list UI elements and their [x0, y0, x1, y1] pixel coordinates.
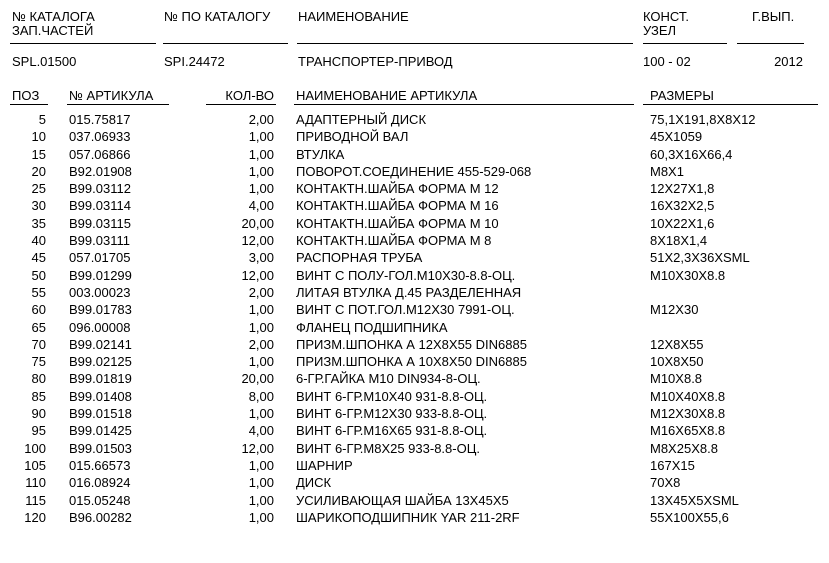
table-row: [0, 197, 829, 214]
col-name-header: НАИМЕНОВАНИЕ АРТИКУЛА: [296, 88, 478, 103]
header-rule-catalog: [10, 43, 156, 44]
row-name: УСИЛИВАЮЩАЯ ШАЙБА 13X45X5: [296, 492, 509, 508]
row-pos: 105: [24, 457, 46, 473]
row-qty: 4,00: [248, 198, 274, 214]
row-name: КОНТАКТН.ШАЙБА ФОРМА М 8: [296, 233, 492, 249]
row-article: B99.03115: [69, 215, 131, 231]
row-pos: 110: [25, 475, 46, 491]
row-qty: 1,00: [248, 406, 274, 422]
row-qty: 1,00: [248, 146, 274, 162]
row-size: M8X25X8.8: [650, 440, 718, 456]
row-article: B92.01908: [69, 163, 132, 179]
table-row: [0, 422, 829, 439]
row-qty: 1,00: [248, 181, 274, 197]
table-row: [0, 509, 829, 526]
row-size: M16X65X8.8: [650, 423, 726, 439]
row-pos: 30: [31, 198, 46, 214]
row-article: 015.75817: [69, 112, 131, 127]
row-qty: 1,00: [248, 163, 274, 179]
row-name: ПРИЗМ.ШПОНКА А 10X8X50 DIN6885: [296, 354, 527, 370]
row-qty: 8,00: [248, 388, 274, 404]
row-qty: 1,00: [248, 492, 274, 508]
table-row: [0, 301, 829, 318]
row-size: 51X2,3X36XSML: [650, 250, 750, 266]
row-size: 13X45X5XSML: [650, 492, 739, 508]
row-size: 12X8X55: [650, 336, 704, 352]
col-article-header: № АРТИКУЛА: [69, 88, 154, 103]
row-name: ВИНТ 6-ГР.M16X65 931-8.8-ОЦ.: [296, 423, 488, 439]
row-pos: 5: [38, 112, 46, 127]
row-qty: 1,00: [248, 457, 274, 473]
row-article: 057.06866: [69, 146, 131, 162]
col-rule-pos: [10, 104, 48, 105]
row-pos: 120: [24, 509, 46, 525]
table-row: [0, 267, 829, 284]
row-article: B99.01299: [69, 267, 132, 283]
row-pos: 50: [31, 267, 46, 283]
row-size: 60,3X16X66,4: [650, 146, 733, 162]
row-qty: 1,00: [248, 129, 274, 145]
row-size: 12X27X1,8: [650, 181, 715, 197]
row-article: B99.01783: [69, 302, 132, 318]
row-qty: 12,00: [241, 233, 274, 249]
table-row: [0, 215, 829, 232]
table-row: [0, 284, 829, 301]
row-name: ПОВОРОТ.СОЕДИНЕНИЕ 455-529-068: [296, 163, 532, 179]
by-catalog-value: SPI.24472: [164, 54, 225, 69]
row-pos: 35: [31, 215, 46, 231]
col-size-header: РАЗМЕРЫ: [650, 88, 714, 103]
row-pos: 95: [31, 423, 46, 439]
row-name: РАСПОРНАЯ ТРУБА: [296, 250, 423, 266]
row-name: ШАРНИР: [296, 457, 353, 473]
row-qty: 12,00: [241, 267, 274, 283]
table-row: [0, 474, 829, 491]
row-size: M8X1: [650, 163, 684, 179]
header-rule-year: [737, 43, 804, 44]
row-name: 6-ГР.ГАЙКА M10 DIN934-8-ОЦ.: [296, 371, 481, 387]
row-pos: 85: [31, 388, 46, 404]
const-value: 100 - 02: [643, 54, 691, 69]
row-size: 55X100X55,6: [650, 509, 729, 525]
row-article: 096.00008: [69, 319, 131, 335]
row-article: 015.66573: [69, 457, 131, 473]
row-name: ШАРИКОПОДШИПНИК YAR 211-2RF: [296, 509, 520, 525]
row-name: ВИНТ С ПОЛУ-ГОЛ.M10X30-8.8-ОЦ.: [296, 267, 516, 283]
const-label-line1: КОНСТ.: [643, 9, 689, 24]
row-name: ПРИЗМ.ШПОНКА А 12X8X55 DIN6885: [296, 336, 527, 352]
year-value: 2012: [774, 54, 803, 69]
table-row: [0, 440, 829, 457]
row-article: 016.08924: [69, 475, 131, 491]
row-pos: 70: [31, 336, 46, 352]
row-article: B99.01518: [69, 406, 132, 422]
row-name: КОНТАКТН.ШАЙБА ФОРМА М 10: [296, 215, 499, 231]
row-article: 003.00023: [69, 284, 131, 300]
row-name: ФЛАНЕЦ ПОДШИПНИКА: [296, 319, 448, 335]
row-pos: 55: [31, 284, 46, 300]
row-pos: 45: [31, 250, 46, 266]
table-row: [0, 457, 829, 474]
row-article: B99.02141: [69, 336, 132, 352]
row-pos: 15: [31, 146, 46, 162]
row-size: M10X8.8: [650, 371, 703, 387]
table-row: [0, 353, 829, 370]
table-row: [0, 319, 829, 336]
row-article: B99.03111: [69, 233, 130, 249]
row-size: 45X1059: [650, 129, 703, 145]
parts-table: [0, 111, 829, 526]
row-size: 70X8: [650, 475, 681, 491]
row-qty: 2,00: [248, 112, 274, 127]
table-row: [0, 336, 829, 353]
row-article: 057.01705: [69, 250, 131, 266]
header-rule-name: [297, 43, 633, 44]
row-size: 16X32X2,5: [650, 198, 715, 214]
row-pos: 65: [31, 319, 46, 335]
row-size: 10X22X1,6: [650, 215, 715, 231]
by-catalog-label: № ПО КАТАЛОГУ: [164, 9, 271, 24]
row-size: 75,1X191,8X8X12: [650, 112, 756, 127]
row-pos: 10: [31, 129, 46, 145]
row-pos: 100: [24, 440, 46, 456]
row-article: 015.05248: [69, 492, 131, 508]
row-pos: 40: [31, 233, 46, 249]
row-name: ВИНТ С ПОТ.ГОЛ.M12X30 7991-ОЦ.: [296, 302, 515, 318]
table-row: [0, 111, 829, 128]
table-row: [0, 146, 829, 163]
row-qty: 12,00: [241, 440, 274, 456]
row-pos: 75: [31, 354, 46, 370]
table-row: [0, 492, 829, 509]
row-article: B99.01503: [69, 440, 132, 456]
row-qty: 2,00: [248, 284, 274, 300]
row-size: 8X18X1,4: [650, 233, 708, 249]
row-qty: 1,00: [248, 475, 274, 491]
table-row: [0, 370, 829, 387]
row-name: ДИСК: [296, 475, 332, 491]
col-rule-article: [67, 104, 169, 105]
year-label: Г.ВЫП.: [752, 9, 795, 24]
const-label-line2: УЗЕЛ: [643, 23, 677, 38]
row-article: B99.03112: [69, 181, 131, 197]
row-size: 167X15: [650, 457, 695, 473]
table-row: [0, 232, 829, 249]
row-qty: 2,00: [248, 336, 274, 352]
row-article: B99.01819: [69, 371, 132, 387]
row-article: B96.00282: [69, 509, 132, 525]
col-rule-name: [294, 104, 634, 105]
row-pos: 115: [25, 492, 46, 508]
row-name: ВТУЛКА: [296, 146, 345, 162]
row-pos: 60: [31, 302, 46, 318]
row-name: КОНТАКТН.ШАЙБА ФОРМА М 12: [296, 181, 499, 197]
row-qty: 1,00: [248, 319, 274, 335]
row-name: ЛИТАЯ ВТУЛКА Д.45 РАЗДЕЛЕННАЯ: [296, 284, 522, 300]
col-rule-qty: [206, 104, 276, 105]
col-pos-header: ПОЗ: [12, 88, 40, 103]
row-size: M10X40X8.8: [650, 388, 726, 404]
table-row: [0, 405, 829, 422]
table-row: [0, 128, 829, 145]
row-size: M12X30X8.8: [650, 406, 726, 422]
row-article: B99.01425: [69, 423, 132, 439]
row-qty: 1,00: [248, 354, 274, 370]
header-rule-by-catalog: [163, 43, 288, 44]
table-row: [0, 163, 829, 180]
row-article: B99.03114: [69, 198, 131, 214]
name-value: ТРАНСПОРТЕР-ПРИВОД: [298, 54, 453, 69]
catalog-label-line1: № КАТАЛОГА: [12, 9, 95, 24]
catalog-label-line2: ЗАП.ЧАСТЕЙ: [12, 23, 94, 38]
col-qty-header: КОЛ-ВО: [225, 88, 274, 103]
row-article: B99.02125: [69, 354, 132, 370]
row-article: B99.01408: [69, 388, 132, 404]
row-pos: 80: [31, 371, 46, 387]
row-qty: 20,00: [241, 371, 274, 387]
row-name: ВИНТ 6-ГР.M12X30 933-8.8-ОЦ.: [296, 406, 488, 422]
row-name: КОНТАКТН.ШАЙБА ФОРМА М 16: [296, 198, 499, 214]
row-size: 10X8X50: [650, 354, 704, 370]
row-qty: 4,00: [248, 423, 274, 439]
row-size: M12X30: [650, 302, 699, 318]
table-row: [0, 249, 829, 266]
row-size: M10X30X8.8: [650, 267, 726, 283]
row-qty: 1,00: [248, 509, 274, 525]
row-article: 037.06933: [69, 129, 131, 145]
row-name: ПРИВОДНОЙ ВАЛ: [296, 129, 409, 145]
col-rule-size: [643, 104, 818, 105]
row-qty: 3,00: [248, 250, 274, 266]
catalog-label: [12, 10, 95, 38]
row-pos: 20: [31, 163, 46, 179]
const-label: [643, 10, 689, 38]
table-row: [0, 180, 829, 197]
row-name: АДАПТЕРНЫЙ ДИСК: [296, 112, 427, 127]
header-rule-const: [643, 43, 727, 44]
row-name: ВИНТ 6-ГР.M10X40 931-8.8-ОЦ.: [296, 388, 488, 404]
row-pos: 25: [31, 181, 46, 197]
row-pos: 90: [31, 406, 46, 422]
name-label: НАИМЕНОВАНИЕ: [298, 9, 409, 24]
catalog-value: SPL.01500: [12, 54, 77, 69]
row-name: ВИНТ 6-ГР.M8X25 933-8.8-ОЦ.: [296, 440, 480, 456]
row-qty: 1,00: [248, 302, 274, 318]
table-row: [0, 388, 829, 405]
row-qty: 20,00: [241, 215, 274, 231]
